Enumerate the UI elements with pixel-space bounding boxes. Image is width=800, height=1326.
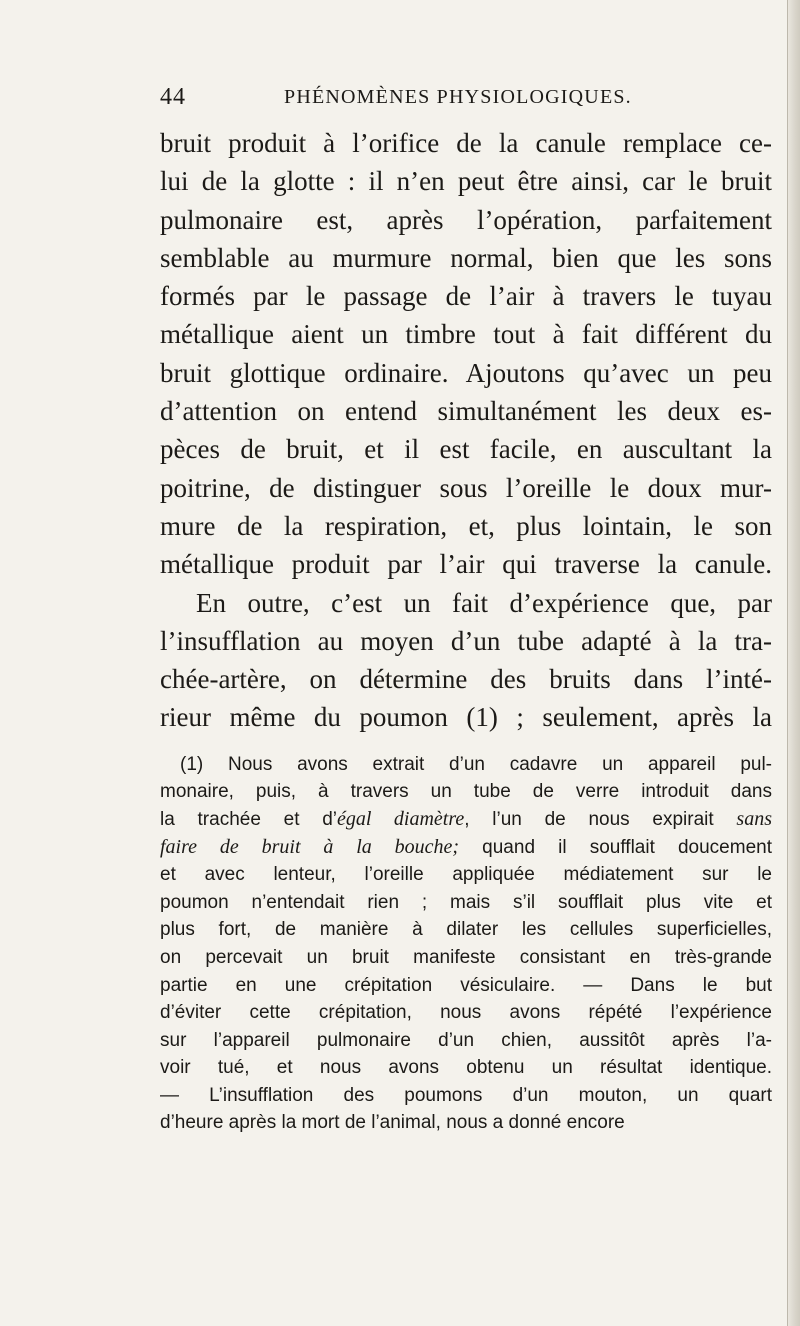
footnote bbox=[160, 751, 772, 1137]
text-line: En outre, c’est un fait d’expérience que, par bbox=[196, 587, 772, 618]
text-line: pèces de bruit, et il est facile, en auscultant la bbox=[160, 434, 772, 465]
footnote-line: poumon n’entendait rien ; mais s’il soufflait plus vite et bbox=[160, 891, 772, 913]
footnote-italic: sans bbox=[736, 807, 772, 830]
footnote-line: on percevait un bruit manifeste consistant en très-grande bbox=[160, 946, 772, 968]
footnote-line: sur l’appareil pulmonaire d’un chien, aussitôt après l’a- bbox=[160, 1029, 772, 1051]
text-line: l’insufflation au moyen d’un tube adapté à la tra- bbox=[160, 625, 772, 656]
text-line: mure de la respiration, et, plus lointain, le son bbox=[160, 510, 772, 541]
footnote-text: , l’un de nous expirait bbox=[464, 808, 737, 830]
footnote-line: d’heure après la mort de l’animal, nous a donné encore bbox=[160, 1112, 625, 1134]
page-number: 44 bbox=[160, 84, 186, 110]
footnote-line: d’éviter cette crépitation, nous avons répété l’expérience bbox=[160, 1002, 772, 1024]
text-line: pulmonaire est, après l’opération, parfaitement bbox=[160, 204, 772, 235]
text-line: métallique aient un timbre tout à fait différent du bbox=[160, 319, 772, 350]
text-line: rieur même du poumon (1) ; seulement, après la bbox=[160, 702, 772, 733]
footnote-line bbox=[160, 834, 772, 862]
text-line: bruit glottique ordinaire. Ajoutons qu’avec un peu bbox=[160, 357, 772, 388]
main-paragraph bbox=[160, 124, 772, 737]
footnote-italic: égal diamètre bbox=[337, 807, 465, 830]
footnote-line: (1) Nous avons extrait d’un cadavre un appareil pul- bbox=[180, 753, 772, 775]
book-page bbox=[160, 84, 772, 1137]
footnote-line bbox=[160, 806, 772, 834]
text-line: formés par le passage de l’air à travers le tuyau bbox=[160, 281, 772, 312]
text-line: chée-artère, on détermine des bruits dans l’inté- bbox=[160, 664, 772, 695]
footnote-line: et avec lenteur, l’oreille appliquée médiatement sur le bbox=[160, 864, 772, 886]
footnote-line: — L’insufflation des poumons d’un mouton, un quart bbox=[160, 1084, 772, 1106]
footnote-line: monaire, puis, à travers un tube de verre introduit dans bbox=[160, 781, 772, 803]
running-head bbox=[160, 84, 772, 116]
footnote-italic: faire de bruit à la bouche; bbox=[160, 835, 460, 858]
page-edge bbox=[787, 0, 800, 1326]
footnote-line: plus fort, de manière à dilater les cellules superficielles, bbox=[160, 919, 772, 941]
footnote-line: partie en une crépitation vésiculaire. — Dans le but bbox=[160, 974, 772, 996]
text-line: semblable au murmure normal, bien que les sons bbox=[160, 242, 772, 273]
footnote-line: voir tué, et nous avons obtenu un résultat identique. bbox=[160, 1057, 772, 1079]
text-line: lui de la glotte : il n’en peut être ainsi, car le bruit bbox=[160, 166, 772, 197]
footnote-text: quand il soufflait doucement bbox=[459, 836, 772, 858]
footnote-text: la trachée et d’ bbox=[160, 808, 338, 830]
text-line: métallique produit par l’air qui traverse la canule. bbox=[160, 549, 772, 580]
text-line: bruit produit à l’orifice de la canule remplace ce- bbox=[160, 128, 772, 158]
text-line: d’attention on entend simultanément les deux es- bbox=[160, 396, 772, 427]
running-title: PHÉNOMÈNES PHYSIOLOGIQUES. bbox=[284, 86, 632, 108]
text-line: poitrine, de distinguer sous l’oreille le doux mur- bbox=[160, 472, 772, 503]
